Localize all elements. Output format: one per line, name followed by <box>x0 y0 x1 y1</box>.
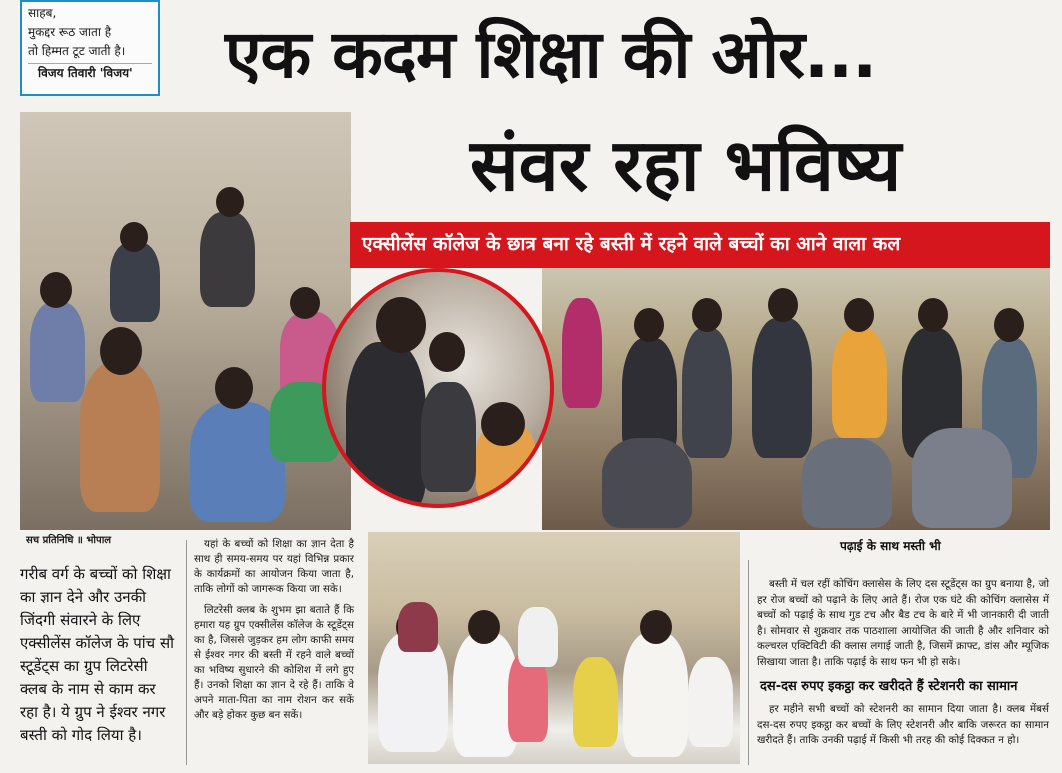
lead-paragraph: गरीब वर्ग के बच्चों को शिक्षा का ज्ञान देने और उनकी जिंदगी संवारने के लिए एक्सीलेंस कॉलेज के पांच सौ स्टूडेंट्स का ग्रुप लिटरेसी क्लब के नाम से काम कर रहा है। ये ग्रुप ने ईश्वर नगर बस्ती को गोद लिया है। <box>20 565 174 744</box>
byline-credit: सच प्रतिनिधि ॥ भोपाल <box>26 535 112 546</box>
quote-box <box>20 0 160 96</box>
photo-student-teaching <box>322 268 554 508</box>
article-column-right-2 <box>757 702 1049 749</box>
article-column-2 <box>194 537 354 729</box>
column-divider <box>748 560 749 765</box>
article-column-right <box>757 577 1049 670</box>
photo-children-group <box>20 112 351 530</box>
photo-students-group <box>542 268 1050 530</box>
subhead-stationery: दस-दस रुपए इकट्ठा कर खरीदते हैं स्टेशनरी का सामान <box>760 679 1018 694</box>
headline-line-2: संवर रहा भविष्य <box>470 123 902 207</box>
quote-line-2: मुकद्दर रूठ जाता है <box>28 25 112 39</box>
column-right-paragraph-1: बस्ती में चल रहीं कोचिंग क्लासेस के लिए दस स्टूडेंट्स का ग्रुप बनाया है, जो हर रोज बच्चों को पढ़ाने के लिए आते हैं। रोज एक घंटे की कोचिंग क्लासेस में बच्चों को पढ़ाई के साथ गुड टच और बैड टच के बारे में भी जानकारी दी जाती है। सोमवार से शुक्रवार तक पाठशाला आयोजित की जाती है और शनिवार को कल्चरल एक्टिविटी की क्लास लगाई जाती है, जिसमें क्राफ्ट, डांस और म्यूजिक सिखाया जाता है। ताकि पढ़ाई के साथ फन भी हो सके। <box>757 578 1049 668</box>
quote-author: विजय तिवारी 'विजय' <box>28 63 152 83</box>
quote-line-1: साहब, <box>28 6 57 20</box>
subheadline-text: एक्सीलेंस कॉलेज के छात्र बना रहे बस्ती में रहने वाले बच्चों का आने वाला कल <box>362 233 901 255</box>
quote-line-3: तो हिम्मत टूट जाती है। <box>28 44 126 58</box>
photo-classroom-children <box>368 532 740 764</box>
column-divider <box>186 540 187 765</box>
column-2-paragraph-2: लिटरेसी क्लब के शुभम झा बताते हैं कि हमारा यह ग्रुप एक्सीलेंस कॉलेज के स्टूडेंट्स का है, जिससे जुड़कर हम लोग काफी समय से ईश्वर नगर की बस्ती में रहने वाले बच्चों का भविष्य सुधारने की कोशिश में लगे हुए हैं। उनको शिक्षा का ज्ञान दे रहे हैं। ताकि वे अपने माता-पिता का नाम रोशन कर सकें और बड़े होकर कुछ बन सकें। <box>194 604 354 721</box>
column-right-2-paragraph-1: हर महीने सभी बच्चों को स्टेशनरी का सामान दिया जाता है। क्लब मेंबर्स दस-दस रुपए इकट्ठा कर बच्चों के लिए स्टेशनरी और बाकि जरूरत का सामान खरीदते हैं। ताकि उनकी पढ़ाई में किसी भी तरह की कोई दिक्कत न हो। <box>757 703 1049 746</box>
subheadline-banner <box>350 222 1050 268</box>
column-2-paragraph-1: यहां के बच्चों को शिक्षा का ज्ञान देता है साथ ही समय-समय पर यहां विभिन्न प्रकार के कार्यक्रमों का आयोजन किया जाता है, ताकि लोगों को जागरूक किया जा सके। <box>194 538 354 595</box>
photo-caption: पढ़ाई के साथ मस्ती भी <box>840 539 941 553</box>
headline-line-1: एक कदम शिक्षा की ओर... <box>225 16 877 93</box>
